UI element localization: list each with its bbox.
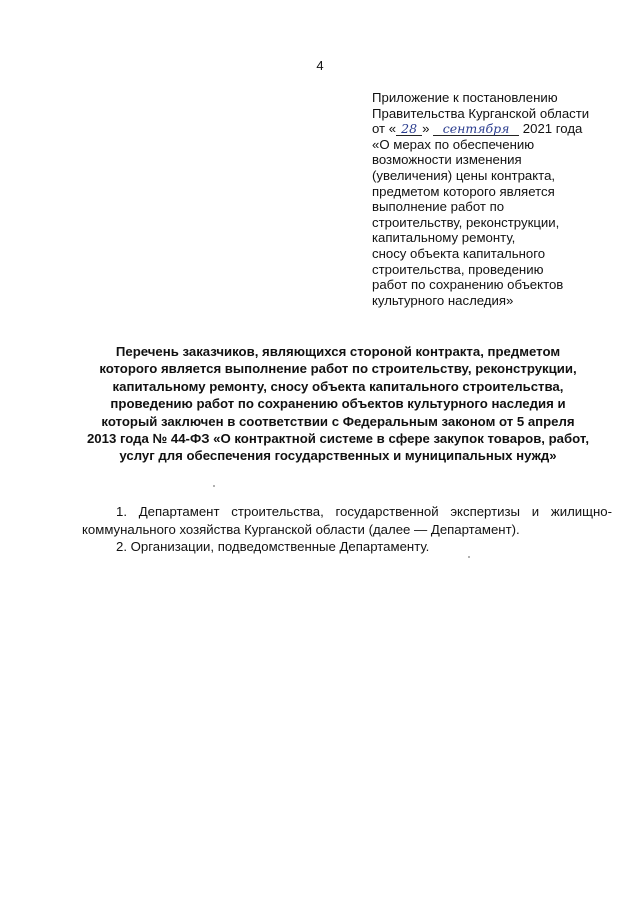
appendix-date-line xyxy=(372,121,622,137)
list-item-1-line-2: коммунального хозяйства Курганской области (далее — Департамент). xyxy=(82,521,520,537)
title-line: которого является выполнение работ по строительству, реконструкции, xyxy=(99,361,577,377)
handwritten-month: сентября xyxy=(433,122,519,136)
title-line: услуг для обеспечения государственных и муниципальных нужд» xyxy=(119,448,557,464)
title-line: капитальному ремонту, сносу объекта капитального строительства, xyxy=(112,378,564,394)
decree-line: «О мерах по обеспечению xyxy=(372,136,535,152)
appendix-line-1: Приложение к постановлению xyxy=(372,90,558,105)
list-item-1-line-1: 1. Департамент строительства, государственной экспертизы и жилищно- xyxy=(116,504,612,519)
decree-line: культурного наследия» xyxy=(372,292,514,308)
decree-line: работ по сохранению объектов xyxy=(372,277,564,293)
title-line: Перечень заказчиков, являющихся стороной контракта, предметом xyxy=(115,344,561,359)
appendix-header xyxy=(372,90,622,308)
decree-line: возможности изменения xyxy=(372,152,522,168)
decree-line: предметом которого является xyxy=(372,183,555,199)
list-item-2: 2. Организации, подведомственные Департаменту. xyxy=(116,539,430,554)
decree-line: сносу объекта капитального xyxy=(372,245,546,261)
handwritten-day: 28 xyxy=(396,122,422,136)
page-number: 4 xyxy=(316,58,324,73)
title-line: который заключен в соответствии с Федеральным законом от 5 апреля xyxy=(101,413,575,429)
decree-line: строительства, проведению xyxy=(372,261,544,277)
scan-speck xyxy=(468,556,470,558)
date-prefix: от « xyxy=(372,121,397,137)
date-suffix: 2021 года xyxy=(522,121,583,137)
title-line: 2013 года № 44-ФЗ «О контрактной системе в сфере закупок товаров, работ, xyxy=(86,431,590,447)
appendix-line-2: Правительства Курганской области xyxy=(372,105,590,121)
decree-line: капитальному ремонту, xyxy=(372,230,516,246)
decree-line: (увеличения) цены контракта, xyxy=(372,167,556,183)
document-title xyxy=(80,343,596,465)
decree-line: строительству, реконструкции, xyxy=(372,214,560,230)
decree-line: выполнение работ по xyxy=(372,199,505,215)
scan-speck xyxy=(213,485,215,487)
date-mid: » xyxy=(422,121,430,137)
title-line: проведению работ по сохранению объектов культурного наследия и xyxy=(110,396,566,412)
customer-list xyxy=(82,503,612,556)
